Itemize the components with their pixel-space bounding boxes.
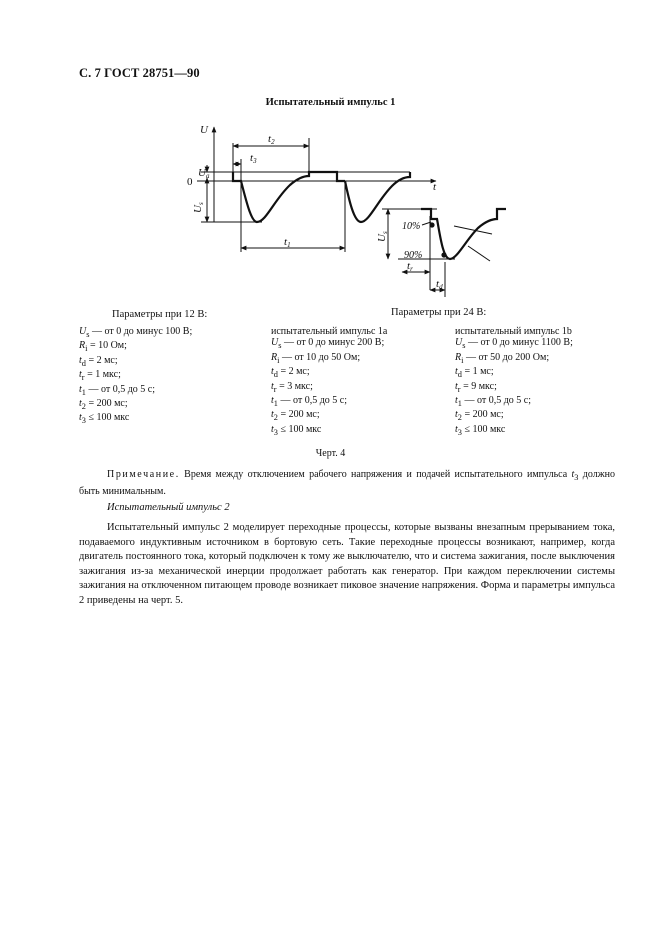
params-1a-title: испытательный импульс 1а <box>271 326 388 337</box>
svg-text:90%: 90% <box>404 250 423 261</box>
svg-text:t1: t1 <box>284 236 291 249</box>
param-line: $t_2 = 200$ мс; <box>271 409 320 423</box>
pulse-waveform-zoom <box>421 209 506 259</box>
param-line: $U_s$ — от 0 до минус 200 В; <box>271 337 385 351</box>
svg-text:tr: tr <box>407 260 413 273</box>
param-line: $R_i$ — от 10 до 50 Ом; <box>271 351 361 365</box>
svg-text:t: t <box>433 181 437 193</box>
params-12v-header: Параметры при 12 В: <box>112 309 208 320</box>
figure-title: Испытательный импульс 1 <box>265 97 396 108</box>
param-line: $t_2 = 200$ мс; <box>79 398 128 412</box>
param-line: $U_s$ — от 0 до минус 1100 В; <box>455 337 573 351</box>
param-line: $t_3 \le 100$ мкс <box>271 423 322 437</box>
section-subheading: Испытательный импульс 2 <box>107 502 230 513</box>
param-line: $t_r = 9$ мкс; <box>455 380 497 394</box>
svg-text:10%: 10% <box>402 221 421 232</box>
param-line: $t_3 \le 100$ мкс <box>455 423 506 437</box>
params-1b-title: испытательный импульс 1b <box>455 326 572 337</box>
svg-text:Us: Us <box>376 231 389 242</box>
svg-text:Us: Us <box>192 202 205 213</box>
svg-text:Ua: Ua <box>198 167 210 180</box>
param-line: $R_i = 10$ Ом; <box>79 340 127 354</box>
params-12v-list <box>79 326 192 427</box>
svg-text:t3: t3 <box>250 152 257 165</box>
param-line: $t_r = 3$ мкс; <box>271 380 313 394</box>
pulse-waveform-1 <box>233 172 345 222</box>
body-paragraph: Испытательный импульс 2 моделирует переходные процессы, которые вызваны внезапным прерыванием тока, подаваемого индуктивным источником в бортовую сеть. Такие переходные процессы возникают, например, когда двигатель постоянного тока, который подключен к тому же выключателю, что и система зажигания, после выключения зажигания из-за механической инерции продолжает работать как генератор. При каждом переключении системы зажигания на отключенном питающем проводе возникает пиковое значение напряжения. Форма и параметры импульса 2 приведены на черт. 5. <box>79 522 615 606</box>
note-label: Примечание. <box>107 469 180 480</box>
param-line: $t_d = 1$ мс; <box>455 366 494 380</box>
param-line: $t_1$ — от 0,5 до 5 с; <box>79 383 155 397</box>
param-line: $R_i$ — от 50 до 200 Ом; <box>455 351 550 365</box>
params-24v-header: Параметры при 24 В: <box>391 307 487 318</box>
param-line: $U_s$ — от 0 до минус 100 В; <box>79 326 193 339</box>
pulse-waveform-2 <box>345 172 410 222</box>
svg-text:t2: t2 <box>268 133 275 146</box>
param-line: $t_2 = 200$ мс; <box>455 409 504 423</box>
svg-text:0: 0 <box>187 176 193 188</box>
params-1b-list <box>455 326 573 438</box>
note-paragraph: Примечание. Время между отключением рабочего напряжения и подачей испытательного импульса $t_3$ должно быть минимальным. <box>79 469 615 497</box>
param-line: $t_3 \le 100$ мкс <box>79 412 130 426</box>
param-line: $t_r = 1$ мкс; <box>79 369 121 383</box>
param-line: $t_d = 2$ мс; <box>79 354 118 368</box>
figure-caption: Черт. 4 <box>315 448 346 459</box>
svg-text:td: td <box>436 278 443 291</box>
page-header: С. 7 ГОСТ 28751—90 <box>79 66 200 80</box>
param-line: $t_1$ — от 0,5 до 5 с; <box>271 395 347 409</box>
param-line: $t_1$ — от 0,5 до 5 с; <box>455 395 531 409</box>
params-1a-list <box>271 326 387 438</box>
svg-text:U: U <box>200 124 208 136</box>
pulse-diagram <box>0 0 661 310</box>
param-line: $t_d = 2$ мс; <box>271 366 310 380</box>
